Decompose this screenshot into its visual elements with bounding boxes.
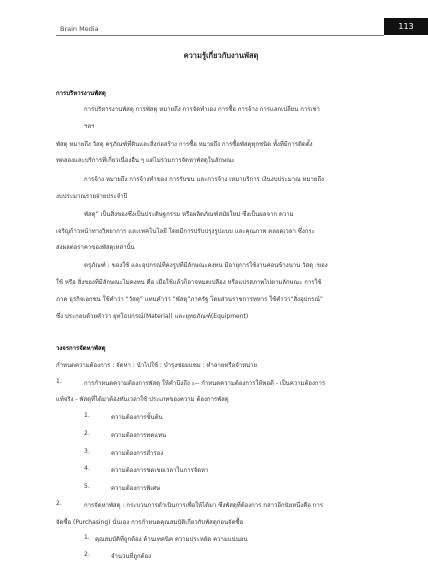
paragraph-line: งบประมาณรายจ่ายประจำปี (56, 193, 128, 200)
criteria-item: คุณสมบัติที่ถูกต้อง ด้านเทคนิค ความประหยัด ความแน่นอน (95, 536, 248, 543)
paragraph-line: ภาค ธุรกิจเอกชน ใช้คำว่า “วัสดุ” แทนคำว่า “พัสดุ”ภาครัฐ โดยส่วนราชการทหาร ใช้คำว่า“สิ่งอุปกรณ์” (56, 296, 324, 303)
paragraph-line: ครุภัณฑ์ : ของใช้ และอุปกรณ์ที่คงรูปที่มีลักษณะคงทน มีอายุการใช้งานค่อนข้างนาน วัสดุ :ของ (84, 262, 328, 269)
sub-list-item: ความต้องการทดแทน (111, 432, 167, 439)
page-number-badge: 113 (384, 18, 428, 35)
header-rule (56, 35, 384, 36)
page-title: ความรู้เกี่ยวกับงานพัสดุ (183, 51, 259, 60)
list-item-line: จัดซื้อ (Purchasing) นั่นเอง การกำหนดคุณสมบัติเกี่ยวกับพัสดุก่อนจัดซื้อ (56, 519, 244, 526)
paragraph-line: พัสดุ หมายถึง วัสดุ ครุภัณฑ์ที่ดินและสิ่งก่อสร้าง การซื้อ หมายถึง การซื้อพัสดุทุกชนิด ทั้งที่มีการติดตั้ง (56, 141, 313, 148)
list-item-line: การกำหนดความต้องการพัสดุ ให้คำนึงถึง ะ-- กำหนดความต้องการให้พอดี - เป็นความต้องการ (84, 380, 326, 387)
paragraph-line: การจ้าง หมายถึง การจ้างทำของ การรับขน และการจ้าง เหมาบริการ เงินงบประมาณ หมายถึง (84, 176, 324, 183)
list-number: 2. (56, 500, 62, 507)
sub-list-item: ความต้องการพิเศษ (111, 485, 161, 492)
criteria-number: 2. (84, 551, 90, 558)
sub-list-item: ความต้องการชดเชยเวลาในการจัดหา (111, 467, 209, 474)
paragraph-line: ฯลฯ (84, 123, 95, 130)
sub-list-item: ความต้องการสำรอง (111, 450, 164, 457)
paragraph-line: ใช้ หรือ สิ่งของที่มีลักษณะไม่คงทน คือ เมื่อใช้แล้วก็อาจหมดเปลือง หรือแปรสภาพไปตามลักษณะ การใช้ (56, 279, 322, 286)
sub-list-number: 2. (84, 430, 90, 437)
sub-list-number: 3. (84, 448, 90, 455)
paragraph-line: ทดลองและบริการที่เกี่ยวเนื่องอื่น ๆ แต่ไม่รวมการจัดหาพัสดุในลักษณะ (56, 157, 235, 164)
sub-list-number: 5. (84, 483, 90, 490)
list-number: 1. (56, 378, 62, 385)
sub-list-number: 4. (84, 465, 90, 472)
list-item-line: แท้จริง - พัสดุที่ได้มาต้องทันเวลาใช้ ประเภทของความ ต้องการพัสดุ (56, 396, 229, 403)
sub-list-item: ความต้องการขั้นต้น (111, 414, 163, 421)
criteria-number: 1. (84, 534, 90, 541)
cycle-summary: กำหนดความต้องการ : จัดหา : นำไปใช้ : บำรุงซ่อมแซม : ทำลายหรือจำหน่าย (56, 362, 258, 369)
paragraph-line: พัสดุ” เป็นสิ่งของซึ่งเป็นประดิษฐกรรม หรือผลิตภัณฑ์สมัยใหม่ ซึ่งเป็นผลจาก ความ (84, 211, 294, 218)
paragraph-line: ซึ่ง ประกอบด้วยคำว่า ยุทโธปกรณ์(Material) และยุทธภัณฑ์(Equipment) (56, 313, 249, 320)
sub-list-number: 1. (84, 412, 90, 419)
paragraph-line: ส่งผลต่อราคาของพัสดุเหล่านั้น (56, 244, 135, 251)
section-heading-administration: การบริหารงานพัสดุ (56, 90, 106, 97)
paragraph-line: การบริหารงานพัสดุ การพัสดุ หมายถึง การจัดทำเอง การซื้อ การจ้าง การแลกเปลี่ยน การเช่า (84, 106, 320, 113)
list-item-line: การจัดหาพัสดุ : กระบวนการดำเนินการเพื่อให้ได้มา ซึ่งพัสดุที่ต้องการ กล่าวอีกนัยหนึ่งคือ การ (84, 502, 323, 509)
section-heading-procurement-cycle: วงจรการจัดหาพัสดุ (56, 345, 106, 352)
header-brand: Brain Media (60, 25, 99, 33)
criteria-item: จำนวนที่ถูกต้อง (111, 553, 152, 560)
paragraph-line: เจริญก้าวหน้าทางวิทยาการ และเทคโนโลยี โดยมีการปรับปรุงรูปแบบ และคุณภาพ ตลอดเวลา ซึ่งกระ (56, 228, 315, 235)
